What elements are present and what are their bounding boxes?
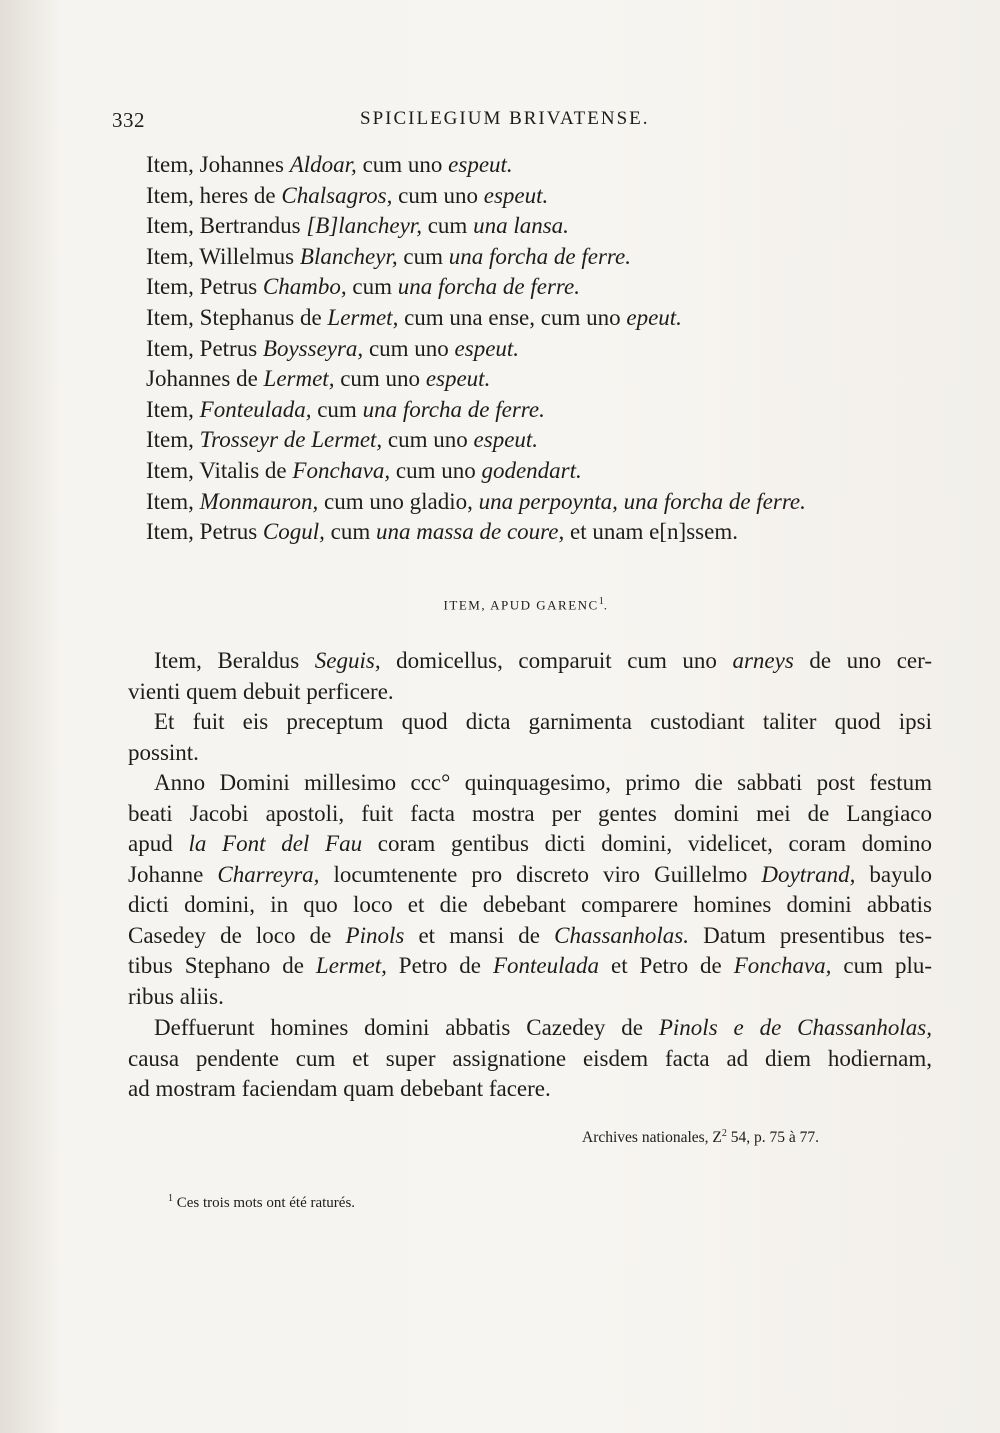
italic-term: Lermet, [315,953,387,978]
text-run: Item, Beraldus [154,648,315,673]
text-run: Item, [146,427,200,453]
italic-term: arneys [732,648,794,673]
paragraph-preceptum [128,707,932,768]
paragraph-line [128,1074,932,1105]
italic-term: Fonchava, [733,953,832,978]
italic-term: Lermet, [327,304,399,330]
italic-term: Pinols e de Chassanholas, [658,1015,933,1040]
section-heading: ITEM, APUD GARENC$^1$. [443,596,609,613]
text-run: bayulo [855,861,932,887]
footnote [168,1193,355,1212]
text-run: apud [128,831,189,856]
italic-term: una forcha de ferre. [362,396,545,422]
paragraph-line [128,707,932,738]
text-run: tibus Stephano de [128,953,316,978]
paragraph-line [128,982,932,1013]
footnote-mark: 1 [168,1193,173,1204]
text-run: cum uno [382,427,474,453]
text-run: Item, Vitalis de [146,457,293,483]
text-run: Item, Petrus [146,519,263,545]
italic-term: espeut. [473,427,539,453]
page-number: 332 [112,108,145,132]
text-run: et Petro de [599,953,734,978]
text-run: Item, [146,488,200,514]
paragraph-anno-domini [128,768,932,1012]
italic-term: espeut. [448,152,513,177]
page-header [112,108,932,138]
text-run: Casedey de loco de [128,922,346,948]
italic-term: una lansa. [473,213,569,239]
list-line [146,364,936,395]
list-line [146,395,936,426]
paragraph-line [128,921,932,952]
italic-term: espeut. [483,182,549,208]
italic-term: Fonteulada [492,953,600,978]
paragraph-line [128,677,932,708]
list-line [146,456,936,487]
italic-term: Trosseyr de Lermet, [199,427,383,453]
italic-term: una massa de coure, [376,519,565,545]
paragraph-line [128,799,932,830]
text-run: Item, Johannes [146,152,290,177]
text-run: et mansi de [404,922,555,948]
text-run: locumtenente pro discreto viro Guillelmo [319,861,762,887]
italic-term: Fonchava, [292,457,391,483]
list-line [146,517,936,548]
italic-term: Cogul, [262,519,325,545]
text-run: cum uno [334,366,426,392]
text-run: Item, Petrus [146,335,263,361]
italic-term: Boysseyra, [262,335,364,361]
italic-term: espeut. [454,335,520,361]
text-run: cum una ense, cum uno [398,304,627,330]
italic-term: la Font del Fau [188,831,363,856]
text-run: Et fuit eis preceptum quod dicta garnimenta custodiant taliter quod ipsi [154,709,932,734]
text-run: Deffuerunt homines domini abbatis Cazedey de [154,1015,659,1040]
list-line [146,487,936,518]
paragraph-line [128,860,932,891]
italic-term: Lermet, [263,366,335,392]
list-line [146,272,936,303]
italic-term: Doytrand, [761,861,856,887]
paragraph-line [128,646,932,677]
italic-term: espeut. [425,366,491,392]
paragraph-line [128,1013,932,1044]
list-line [146,334,936,365]
italic-term: Aldoar, [289,152,357,177]
italic-term: una forcha de ferre. [448,243,631,269]
text-run: cum plu- [831,953,932,978]
text-run: Item, Petrus [146,274,263,300]
text-run: cum [324,519,376,545]
paragraph-line [128,951,932,982]
muster-list [146,150,936,548]
text-run: Johanne [128,861,218,887]
text-run: Petro de [386,953,493,978]
italic-term: godendart. [481,457,582,483]
paragraph-line [128,1044,932,1075]
list-line [146,425,936,456]
text-run: causa pendente cum et super assignatione eisdem facta ad diem hodiernam, [128,1045,932,1071]
paragraph-line [128,768,932,799]
text-run: Item, heres de [146,182,282,208]
italic-term: Fonteulada, [199,396,312,422]
italic-term: Chalsagros, [281,182,393,208]
italic-term: Chambo, [262,274,347,300]
footnote-text: Ces trois mots ont été raturés. [173,1195,356,1211]
text-run: vienti quem debuit perficere. [128,678,394,704]
text-run: Item, Stephanus de [146,304,328,330]
list-line [146,242,936,273]
footnote-reference: 1 [598,596,604,607]
text-run: domicellus, comparuit cum uno [380,648,733,673]
italic-term: Chassanholas. [554,922,689,948]
italic-term: [B]lancheyr, [306,213,422,239]
source-citation: Archives nationales, $Z^2$ 54, p. 75 à 77. [582,1128,820,1147]
text-run: cum uno [390,457,482,483]
italic-term: una perpoynta, una forcha de ferre. [478,488,806,514]
italic-term: epeut. [626,304,682,330]
text-run: de uno cer- [793,648,933,673]
italic-term: Monmauron, [199,488,319,514]
paragraph-line [128,738,932,769]
text-run: cum [421,213,474,239]
italic-term: Charreyra, [217,861,320,887]
text-run: Anno Domini millesimo ccc° quinquagesimo, primo die sabbati post festum [154,770,932,795]
text-run: Johannes de [146,366,264,392]
text-run: cum uno [356,152,449,177]
running-title: SPICILEGIUM BRIVATENSE. [360,108,650,129]
text-run: Datum presentibus tes- [689,922,933,948]
text-run: coram gentibus dicti domini, videlicet, coram domino [362,831,932,856]
text-run: cum uno [392,182,484,208]
italic-term: una forcha de ferre. [397,274,580,300]
list-line [146,303,936,334]
text-run: Item, Bertrandus [146,213,307,239]
text-run: Item, [146,396,200,422]
text-run: cum uno gladio, [318,488,479,514]
text-run: cum [397,243,449,269]
text-run: ribus aliis. [128,983,224,1009]
text-run: Item, Willelmus [146,243,300,269]
list-line [146,211,936,242]
text-run: cum [346,274,398,300]
list-line [146,150,936,181]
paragraph-beraldus [128,646,932,707]
text-run: dicti domini, in quo loco et die debebant comparere homines domini abbatis [128,892,932,917]
paragraph-line [128,890,932,921]
list-line [146,181,936,212]
paragraph-deffuerunt [128,1013,932,1105]
text-run: beati Jacobi apostoli, fuit facta mostra per gentes domini mei de Langiaco [128,800,932,826]
text-run: et unam e[n]ssem. [564,519,738,545]
italic-term: Seguis, [314,648,381,673]
paragraph-line [128,829,932,860]
italic-term: Blancheyr, [299,243,398,269]
text-run: ad mostram faciendam quam debebant facere. [128,1076,551,1101]
text-run: cum uno [363,335,455,361]
italic-term: Pinols [345,922,405,948]
text-run: cum [311,396,363,422]
text-run: possint. [128,739,199,765]
